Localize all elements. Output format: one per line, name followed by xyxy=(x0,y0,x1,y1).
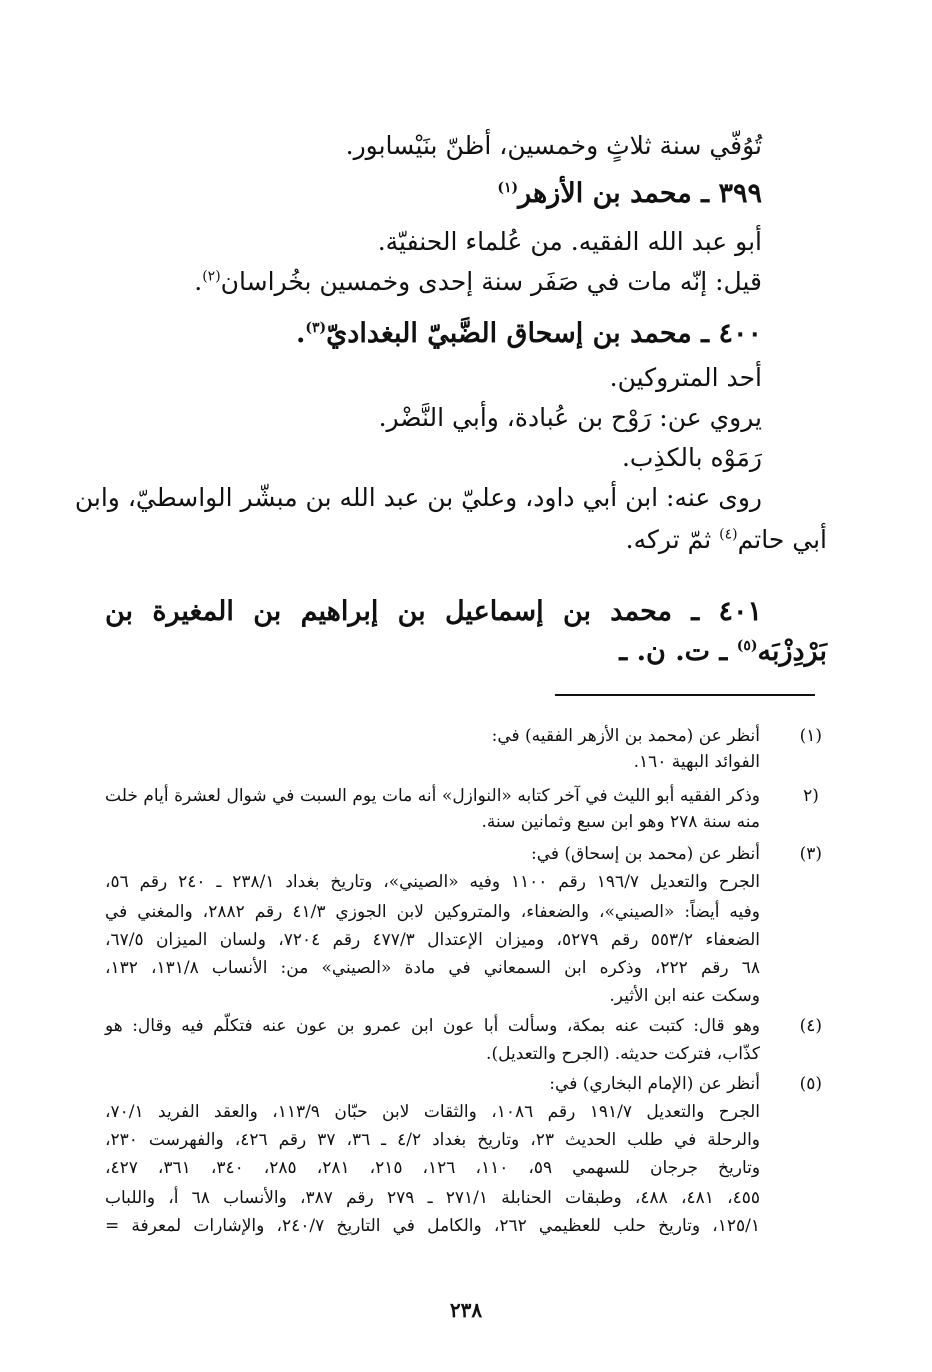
body-line-4 xyxy=(194,264,762,300)
footnote-1-line-2: الفوائد البهية ١٦٠. xyxy=(633,752,760,772)
body-line-10 xyxy=(626,522,827,558)
footnote-5-line-3: والرحلة في طلب الحديث ٢٣، وتاريخ بغداد ٤/٢ ـ ٣٦، ٣٧ رقم ٤٢٦، والفهرست ٢٣٠، xyxy=(105,1130,760,1150)
period: . xyxy=(194,267,203,296)
footnote-1-line-1: أنظر عن (محمد بن الأزهر الفقيه) في: xyxy=(491,726,760,746)
entry-number: ٣٩٩ xyxy=(718,178,762,209)
entry-401-heading-cont xyxy=(619,634,827,670)
footnote-ref: (٢) xyxy=(202,268,221,285)
entry-title: ـ محمد بن إسحاق الضَّبيّ البغداديّ xyxy=(326,318,710,349)
footnote-3-line-1: أنظر عن (محمد بن إسحاق) في: xyxy=(531,844,760,864)
page-number: ٢٣٨ xyxy=(449,1298,483,1322)
footnote-5-line-6: ١٢٥/١، وتاريخ حلب للعظيمي ٢٦٢، والكامل في التاريخ ٢٤٠/٧، والإشارات لمعرفة = xyxy=(105,1216,761,1236)
footnote-5-line-2: الجرح والتعديل ١٩١/٧ رقم ١٠٨٦، والثقات لابن حبّان ١١٣/٩، والعقد الفريد ٧٠/١، xyxy=(105,1102,760,1122)
entry-sigla: ـ ت. ن. ـ xyxy=(619,636,728,667)
period: . xyxy=(295,318,306,349)
footnote-5-line-5: ٤٥٥، ٤٨١، ٤٨٨، وطبقات الحنابلة ٢٧١/١ ـ ٢٧٩ رقم ٣٨٧، والأنساب ٦٨ أ، واللباب xyxy=(105,1188,760,1208)
body-line-6: أحد المتروكين. xyxy=(609,363,762,392)
footnote-label: (٢ xyxy=(803,786,819,806)
entry-400-heading xyxy=(296,316,762,352)
footnote-ref: (٥) xyxy=(736,638,758,654)
footnote-5-line-4: وتاريخ جرجان للسهمي ٥٩، ١١٠، ١٢٦، ٢١٥، ٢٨١، ٢٨٥، ٣٤٠، ٣٦١، ٤٢٧، xyxy=(105,1158,761,1178)
footnote-label: (٣) xyxy=(799,844,822,864)
footnote-2-line-1: وذكر الفقيه أبو الليث في آخر كتابه «النوازل» أنه مات يوم السبت في شوال لعشرة أيام خلت xyxy=(105,786,760,806)
footnote-label: (٥) xyxy=(799,1074,822,1094)
body-line-7: يروي عن: رَوْح بن عُبادة، وأبي النَّضْر. xyxy=(378,403,762,432)
footnote-label: (٤) xyxy=(799,1016,822,1036)
body-line-3: أبو عبد الله الفقيه. من عُلماء الحنفيّة. xyxy=(377,227,762,256)
footnote-divider xyxy=(555,694,815,696)
footnote-5-line-1: أنظر عن (الإمام البخاري) في: xyxy=(549,1074,760,1094)
body-text: أبي حاتم xyxy=(737,525,827,554)
footnote-label: (١) xyxy=(799,726,822,746)
body-line-8: رَمَوْه بالكذِب. xyxy=(621,443,762,472)
footnote-3-line-6: وسكت عنه ابن الأثير. xyxy=(609,986,760,1006)
entry-399-heading xyxy=(497,176,762,212)
body-text: ثمّ تركه. xyxy=(625,525,712,554)
footnote-ref: (١) xyxy=(497,180,519,196)
entry-401-heading: ٤٠١ ـ محمد بن إسماعيل بن إبراهيم بن المغيرة بن xyxy=(105,596,762,627)
entry-title: بَرْدِزْبَه xyxy=(757,636,827,667)
body-line-9: روى عنه: ابن أبي داود، وعليّ بن عبد الله بن مبشّر الواسطيّ، وابن xyxy=(74,483,762,512)
footnote-3-line-5: ٦٨ رقم ٢٢٢، وذكره ابن السمعاني في مادة «الصيني» من: الأنساب ١٣١/٨، ١٣٢، xyxy=(105,958,761,978)
footnote-3-line-2: الجرح والتعديل ١٩٦/٧ رقم ١١٠٠ وفيه «الصيني»، وتاريخ بغداد ٢٣٨/١ ـ ٢٤٠ رقم ٥٦، xyxy=(105,872,760,892)
footnote-4-line-2: كذّاب، فتركت حديثه. (الجرح والتعديل). xyxy=(486,1044,760,1064)
body-text: قيل: إنّه مات في صَفَر سنة إحدى وخمسين بخُراسان xyxy=(220,267,762,296)
footnote-2-line-2: منه سنة ٢٧٨ وهو ابن سبع وثمانين سنة. xyxy=(481,812,760,832)
entry-number: ٤٠٠ xyxy=(718,318,762,349)
footnote-3-line-3: وفيه أيضاً: «الصيني»، والضعفاء، والمتروكين لابن الجوزي ٤١/٣ رقم ٢٨٨٢، والمغني في xyxy=(105,902,761,922)
body-line-1: تُوُفّي سنة ثلاثٍ وخمسين، أظنّ بنَيْسابور. xyxy=(345,131,762,160)
footnote-3-line-4: الضعفاء ٥٥٣/٢ رقم ٥٢٧٩، وميزان الإعتدال ٤٧٧/٣ رقم ٧٢٠٤، ولسان الميزان ٦٧/٥، xyxy=(105,930,760,950)
entry-title: ـ محمد بن الأزهر xyxy=(518,178,710,209)
footnote-ref: (٤) xyxy=(719,526,738,543)
footnote-4-line-1: وهو قال: كتبت عنه بمكة، وسألت أبا عون ابن عمرو بن عون عنه فتكلّم فيه وقال: هو xyxy=(105,1016,760,1036)
footnote-ref: (٣) xyxy=(305,320,327,336)
